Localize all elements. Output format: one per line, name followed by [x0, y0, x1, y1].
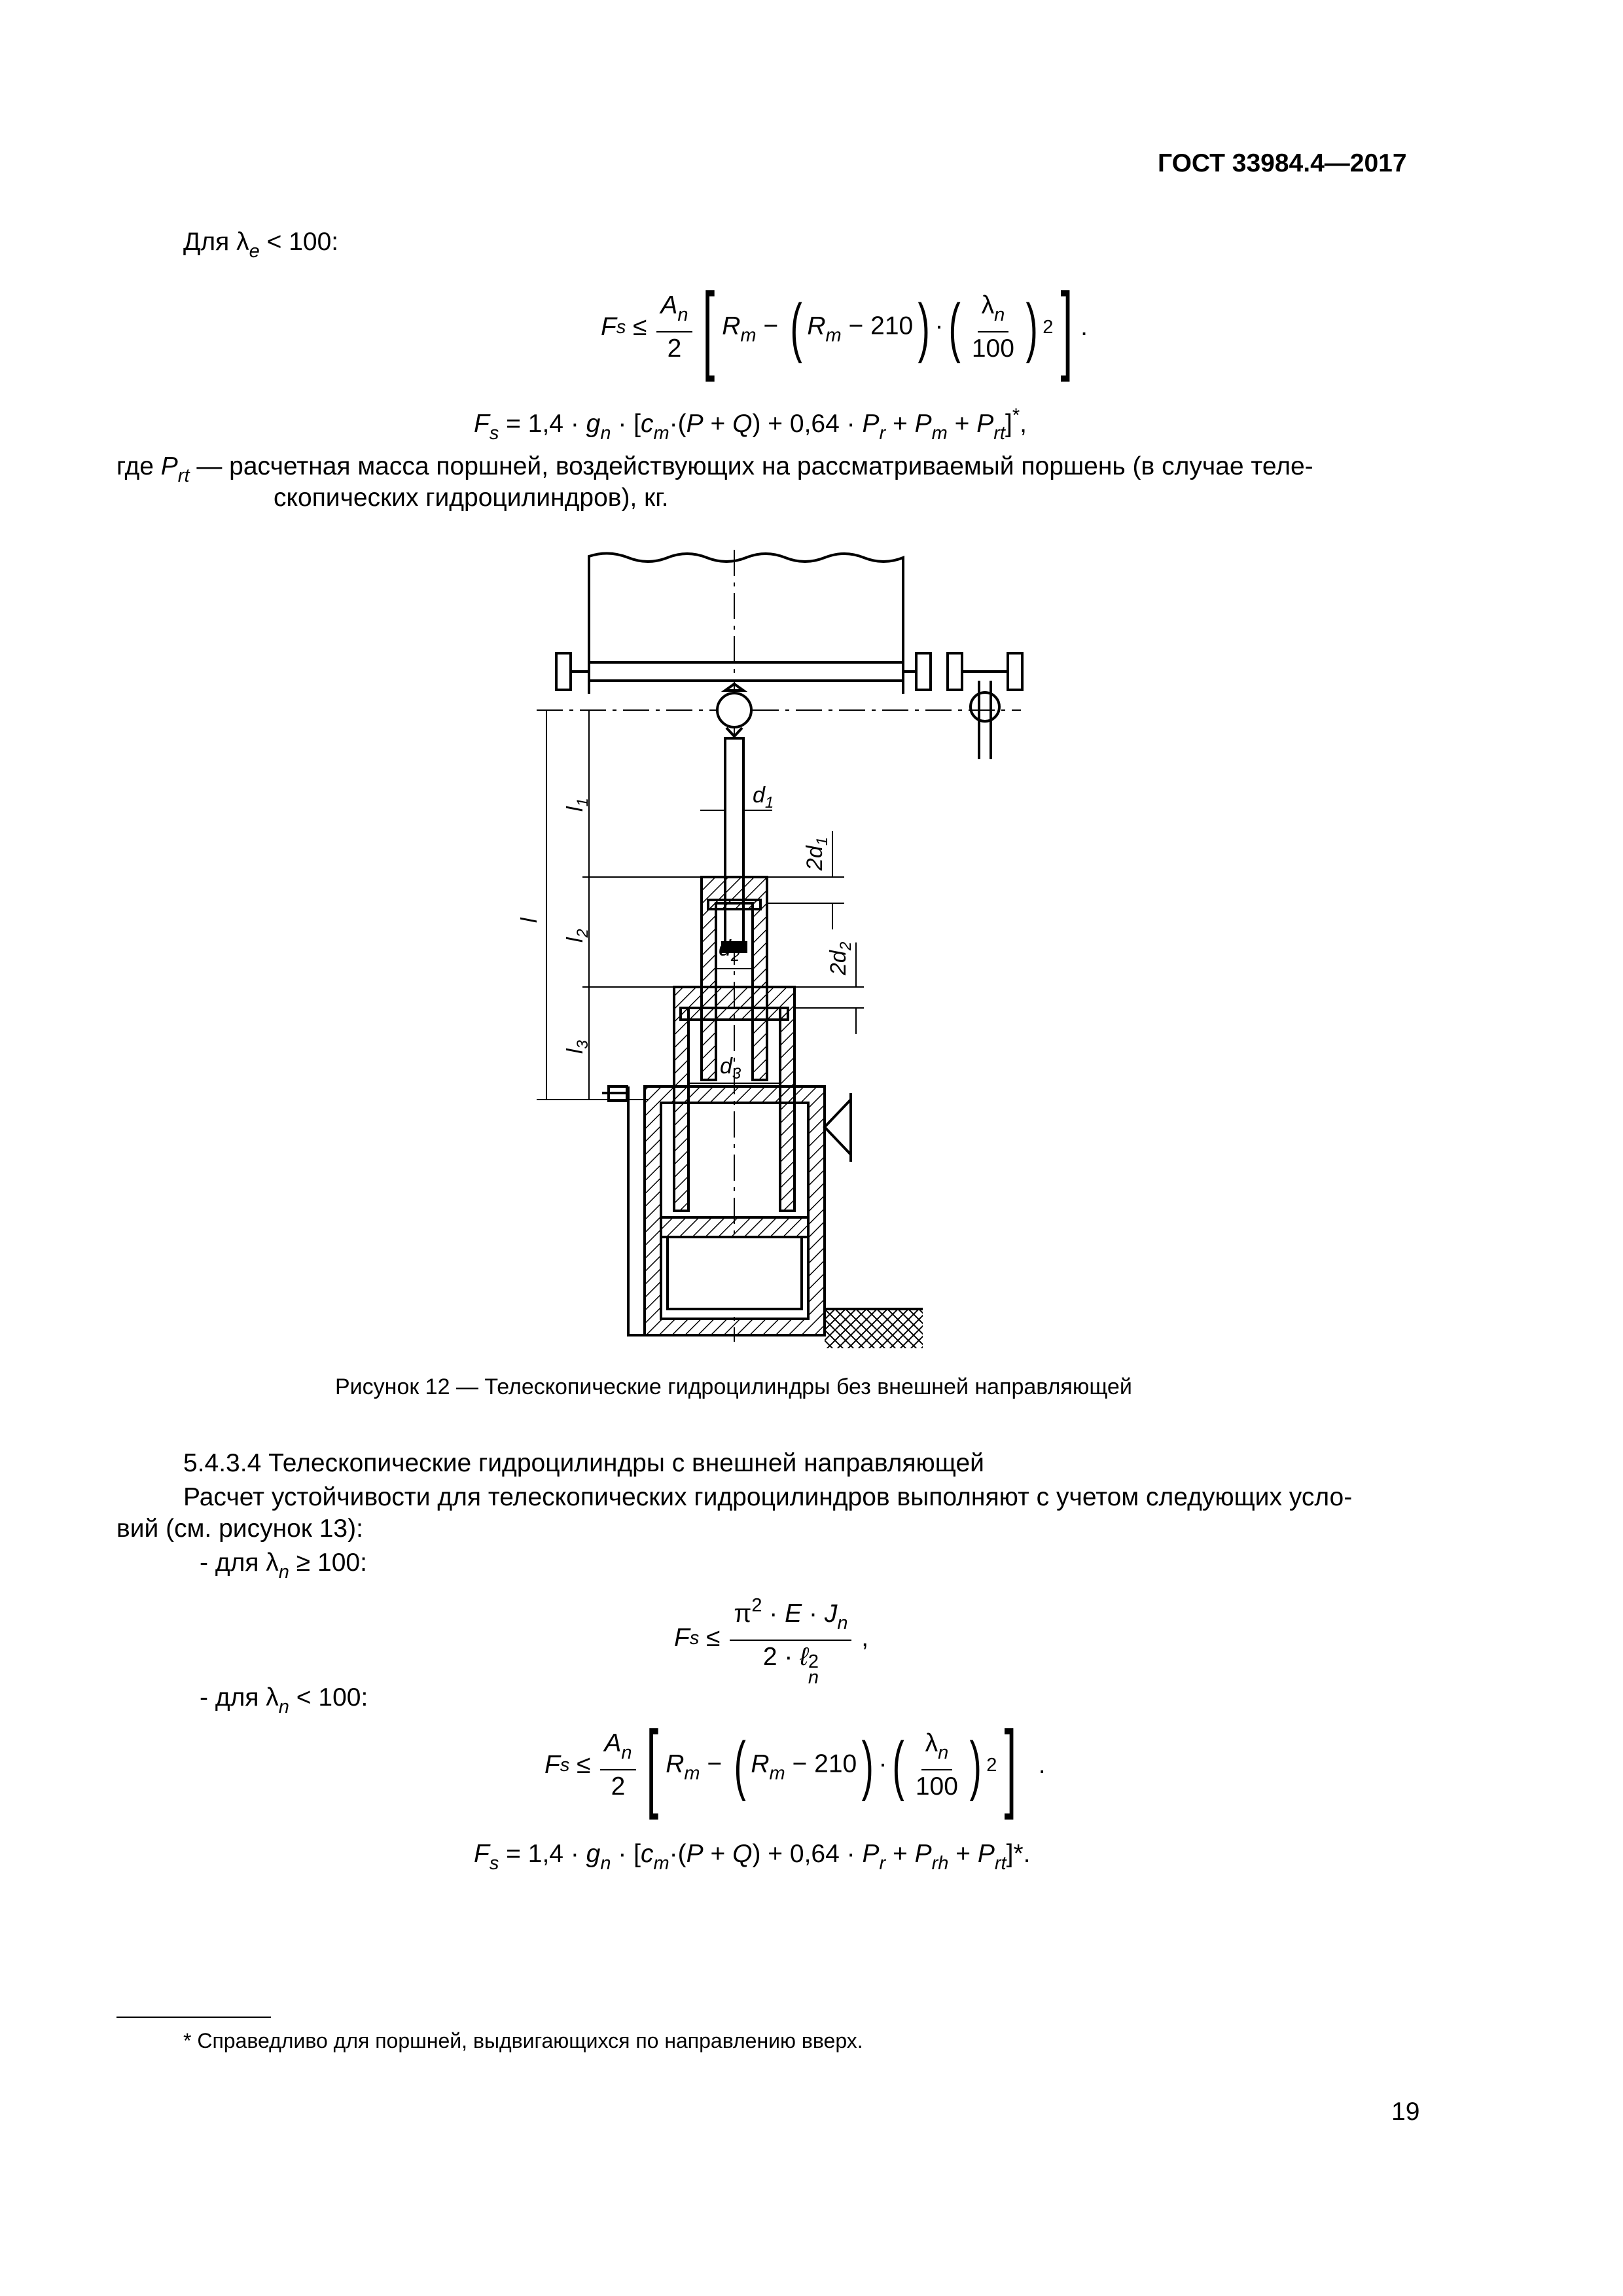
crossbeam — [589, 662, 903, 681]
case-lambda-lt-100 — [200, 1682, 368, 1723]
formula-stress-inequality-1: F s ≤ $\frac{A_n}{2}$ [ $R_m$ − ( $R_m - 210$) · ( $\frac{\lambda_n}{100}$ ) 2 ] . — [601, 272, 1088, 382]
formula-stress-inequality-2: F s ≤ $\frac{A_n}{2}$ [ $R_m$ − ( $R_m - 210$) · ( $\frac{\lambda_n}{100}$ ) 2 ] . — [544, 1710, 1046, 1820]
paragraph-line2: вий (см. рисунок 13): — [116, 1515, 363, 1543]
support-triangle — [825, 1100, 851, 1155]
condition-lambda-e — [183, 227, 338, 266]
label-l3: $l_3$ — [563, 1040, 592, 1054]
page-number: 19 — [1391, 2098, 1420, 2126]
label-d3: $d_3$ — [720, 1054, 741, 1083]
section-title: 5.4.3.4 Телескопические гидроцилиндры с внешней направляющей — [183, 1449, 984, 1477]
condition-text: Для λ — [183, 228, 249, 256]
condition-tail: < 100: — [259, 228, 339, 256]
formula-force-2: $F_s = 1,4 \cdot g_n \cdot [c_m\cdot(P + Q) + 0,64 \cdot P_r + P_{rh} + P_{rt}]*$. — [474, 1840, 1031, 1874]
where-variable: P — [160, 452, 178, 480]
label-l2: $l_2$ — [563, 929, 592, 942]
case1-tail: ≥ 100: — [289, 1549, 367, 1577]
label-l: l — [517, 918, 542, 923]
case1-subscript: n — [278, 1562, 289, 1583]
case2-subscript: n — [278, 1696, 289, 1717]
footnote: * Справедливо для поршней, выдвигающихся по направлению вверх. — [183, 2029, 863, 2053]
footnote-separator — [116, 2017, 271, 2018]
label-d2: $d_2$ — [719, 936, 740, 965]
where-definition-line2: скопических гидроцилиндров), кг. — [274, 484, 669, 512]
case2-tail: < 100: — [289, 1683, 368, 1712]
where-variable-subscript: rt — [177, 465, 190, 486]
case1-text: - для λ — [200, 1549, 279, 1577]
condition-subscript: e — [249, 241, 260, 262]
label-l1: $l_1$ — [563, 798, 592, 812]
label-d1: $d_1$ — [753, 783, 774, 812]
figure-caption: Рисунок 12 — Телескопические гидроцилиндры без внешней направляющей — [335, 1374, 1132, 1399]
right-guide-shoe — [916, 653, 931, 690]
label-2d2: $2d_2$ — [826, 941, 855, 975]
formula-euler: F s ≤ $\pi^2 \cdot E \cdot J_n$ 2 · ℓ 2 n , — [674, 1590, 868, 1685]
left-guide-shoe — [556, 653, 571, 690]
formula-force-1: $F_s = 1,4 \cdot g_n \cdot [c_m\cdot(P + Q) + 0,64 \cdot P_r + P_m + P_{rt}]^*$, — [474, 405, 1027, 444]
where-prefix: где — [116, 452, 154, 480]
ground-left — [628, 1086, 645, 1335]
plunger-1 — [725, 738, 743, 951]
standard-number: ГОСТ 33984.4—2017 — [1158, 149, 1407, 177]
where-text-line1: — расчетная масса поршней, воздействующих на рассматриваемый поршень (в случае теле- — [189, 452, 1313, 480]
label-2d1: $2d_1$ — [802, 836, 831, 870]
case2-text: - для λ — [200, 1683, 279, 1712]
case-lambda-ge-100 — [200, 1547, 367, 1588]
ball-joint — [717, 693, 751, 727]
paragraph-line1: Расчет устойчивости для телескопических гидроцилиндров выполняют с учетом следующих усло- — [183, 1483, 1353, 1511]
figure-telescopic-cylinders — [517, 550, 1073, 1374]
